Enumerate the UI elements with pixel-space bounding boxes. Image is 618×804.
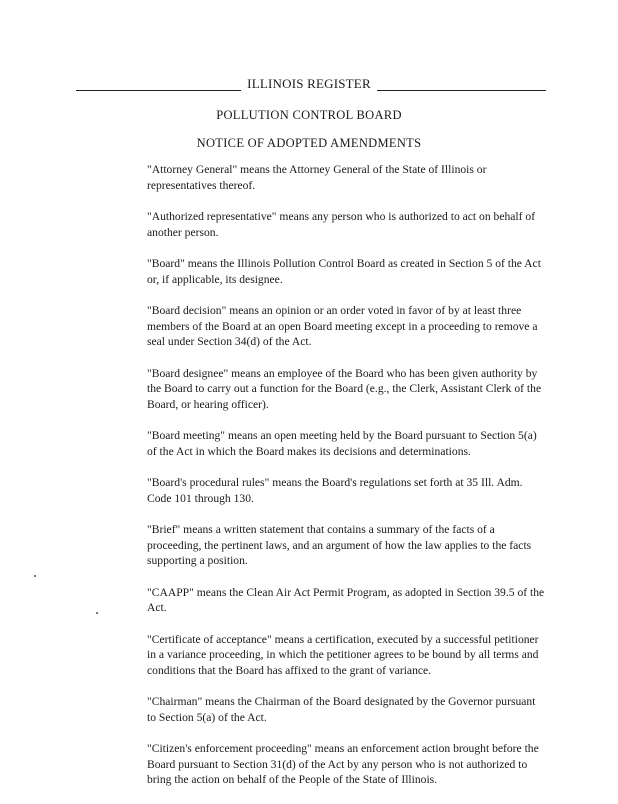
definition-board: "Board" means the Illinois Pollution Control Board as created in Section 5 of the Act or, if applicable, its designee. [147,257,541,286]
definition-board-designee: "Board designee" means an employee of the Board who has been given authority by the Board to carry out a function for the Board (e.g., the Clerk, Assistant Clerk of the Board, or hearing officer). [147,366,542,411]
definition-caapp: "CAAPP" means the Clean Air Act Permit Program, as adopted in Section 39.5 of the Act. [147,585,545,614]
definition-brief: "Brief" means a written statement that contains a summary of the facts of a proceeding, the pertinent laws, and an argument of how the law applies to the facts supporting a position. [147,523,532,567]
definition-citizens-enforcement: "Citizen's enforcement proceeding" means an enforcement action brought before the Board pursuant to Section 31(d) of the Act by any person who is not authorized to bring the action on behalf of the People of the State of Illinois. [147,742,539,786]
definition-authorized-representative: "Authorized representative" means any person who is authorized to act on behalf of another person. [147,210,536,239]
definition-board-meeting: "Board meeting" means an open meeting held by the Board pursuant to Section 5(a) of the Act in which the Board makes its decisions and determinations. [147,429,537,458]
definition-board-decision: "Board decision" means an opinion or an order voted in favor of by at least three members of the Board at an open Board meeting except in a proceeding to remove a seal under Section 34(d) of the Act. [147,304,538,348]
definitions-list [147,162,547,804]
definition-procedural-rules: "Board's procedural rules" means the Board's regulations set forth at 35 Ill. Adm. Code 101 through 130. [147,476,523,505]
scan-artifact [96,612,98,614]
register-title [0,76,618,92]
definition-certificate-of-acceptance: "Certificate of acceptance" means a certification, executed by a successful petitioner in a variance proceeding, in which the petitioner agrees to be bound by all terms and conditions that the Board has affixed to the grant of variance. [147,632,539,677]
scan-artifact [34,575,36,577]
definition-chairman: "Chairman" means the Chairman of the Board designated by the Governor pursuant to Section 5(a) of the Act. [147,695,536,724]
register-title-text: ILLINOIS REGISTER [241,76,377,91]
definition-attorney-general: "Attorney General" means the Attorney General of the State of Illinois or representatives thereof. [147,163,487,192]
agency-name: POLLUTION CONTROL BOARD [216,108,402,122]
notice-type: NOTICE OF ADOPTED AMENDMENTS [196,136,422,150]
